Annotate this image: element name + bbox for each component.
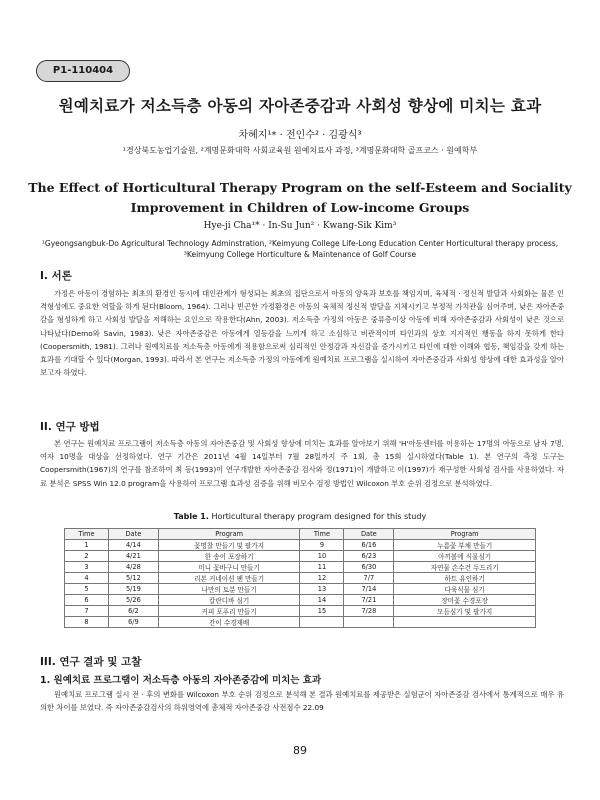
cell-program: 꽃명찰 만들기 및 팔가지 <box>158 539 300 550</box>
cell-program: 나만의 토분 만들기 <box>158 583 300 594</box>
section1-paragraph: 가정은 아동이 경험하는 최초의 환경인 동시에 대인관계가 형성되는 최초의 집단으로서 아동의 양육과 보호를 책임지며, 육체적 · 정신적 발달과 사회화는 물론 인격형성에도 중요한 역할을 하게 된다(Bloom, 1964). 그러나 빈곤한 가정환경은 아동의 육체적 정신적 발달을 지체시키고 부정적 가치관을 심어주며, 낮은 자아존중감을 형성하게 하고 사회성 발달을 저해하는 요인으로 작용한다(Ahn, 2003). 저소득층 가정의 아동은 중류층이상 아동에 비해 자아존중감과 사회성이 낮은 것으로 나타났다(Demo와 Savin, 1983). 낮은 자아존중감은 아동에게 열등감을 느끼게 하고 소심하고 비관적이며 타인과의 상호 지지적인 행동을 하지 못하게 한다(Coopersmith, 1981). 그러나 원예치료를 저소득층 아동에게 적용함으로써 심리적인 안정감과 자신감을 증가시키고 타인에 대한 이해와 협동, 책임감을 갖게 하는 효과를 기대할 수 있다(Morgan, 1993). 따라서 본 연구는 저소득층 가정의 아동에게 원예치료 프로그램을 실시하여 자아존중감과 사회성 향상에 대한 효과성을 알아보고자 하였다. <box>40 289 564 378</box>
cell-time: 5 <box>65 583 109 594</box>
col-header-date-2: Date <box>344 529 394 540</box>
cell-program-2: 자연물 손수건 두드리기 <box>394 561 536 572</box>
program-table <box>64 528 536 628</box>
section3-sub1-paragraph: 원예치료 프로그램 실시 전 · 후의 변화를 Wilcoxon 부호 순위 검정으로 분석해 본 결과 원예치료를 제공받은 실험군이 자아존중감 검사에서 통계적으로 매우 유의한 차이를 보였다. 즉 자아존중감검사의 하위영역에 총체적 자아존중감 사전점수 22.09 <box>40 690 564 713</box>
cell-program-2: 아끼볼에 식물심기 <box>394 550 536 561</box>
cell-program: 칼란디바 심기 <box>158 594 300 605</box>
cell-time: 6 <box>65 594 109 605</box>
cell-time-2: 13 <box>300 583 344 594</box>
col-header-date: Date <box>108 529 158 540</box>
col-header-program-2: Program <box>394 529 536 540</box>
cell-date-2: 7/21 <box>344 594 394 605</box>
cell-date: 4/14 <box>108 539 158 550</box>
section1-heading: I. 서론 <box>40 270 72 282</box>
cell-program: 한 송이 포장하기 <box>158 550 300 561</box>
cell-time-2: 9 <box>300 539 344 550</box>
cell-program-2: 다육식물 심기 <box>394 583 536 594</box>
cell-time: 1 <box>65 539 109 550</box>
cell-time: 4 <box>65 572 109 583</box>
cell-date: 4/21 <box>108 550 158 561</box>
section2-heading: II. 연구 방법 <box>40 421 100 433</box>
cell-date: 5/12 <box>108 572 158 583</box>
table-caption-label: Table 1. <box>173 512 209 521</box>
cell-program: 커피 포푸리 만들기 <box>158 605 300 616</box>
col-header-time: Time <box>65 529 109 540</box>
cell-time-2: 15 <box>300 605 344 616</box>
table-row <box>65 583 536 594</box>
cell-date-2: 7/7 <box>344 572 394 583</box>
cell-date-2: 6/23 <box>344 550 394 561</box>
page-number: 89 <box>293 744 307 757</box>
cell-time-2: 12 <box>300 572 344 583</box>
table-row <box>65 616 536 627</box>
cell-date-2: 7/28 <box>344 605 394 616</box>
cell-date: 4/28 <box>108 561 158 572</box>
table-row <box>65 572 536 583</box>
cell-time-2: 11 <box>300 561 344 572</box>
cell-date-2: 7/14 <box>344 583 394 594</box>
cell-time: 3 <box>65 561 109 572</box>
col-header-program: Program <box>158 529 300 540</box>
english-title: The Effect of Horticultural Therapy Program on the self-Esteem and Sociality Improvement in Children of Low-income Groups <box>28 180 572 215</box>
cell-time-2: 10 <box>300 550 344 561</box>
table-row <box>65 550 536 561</box>
cell-date-2: 6/16 <box>344 539 394 550</box>
korean-authors: 차혜지¹* · 전인수² · 김광식³ <box>238 130 362 141</box>
english-authors: Hye-ji Cha¹* · In-Su Jun² · Kwang-Sik Kim³ <box>203 221 397 231</box>
paper-id-badge: P1-110404 <box>36 60 130 82</box>
cell-program-2 <box>394 616 536 627</box>
table-row <box>65 594 536 605</box>
cell-program-2: 누름꽃 부채 만들기 <box>394 539 536 550</box>
cell-program-2: 하트 유인하기 <box>394 572 536 583</box>
cell-time: 7 <box>65 605 109 616</box>
table-caption <box>20 512 580 521</box>
cell-date-2: 6/30 <box>344 561 394 572</box>
cell-program: 미니 꽃바구니 만들기 <box>158 561 300 572</box>
section3-sub1-heading: 1. 원예치료 프로그램이 저소득층 아동의 자아존중감에 미치는 효과 <box>40 675 322 686</box>
cell-program: 리본 커네이션 팬 만들기 <box>158 572 300 583</box>
korean-affiliations: ¹경상북도농업기술원, ²계명문화대학 사회교육원 원예치료사 과정, ³계명문화대학 골프코스 · 원예학부 <box>122 146 478 155</box>
col-header-time-2: Time <box>300 529 344 540</box>
table-row <box>65 605 536 616</box>
english-affiliations: ¹Gyeongsangbuk-Do Agricultural Technology Adminstration, ²Keimyung College Life-Long Education Center Horticultural therapy process, ³Keimyung College Horticulture & Maintenance of Golf Course <box>41 239 559 259</box>
cell-date: 5/26 <box>108 594 158 605</box>
cell-date: 5/19 <box>108 583 158 594</box>
cell-time: 2 <box>65 550 109 561</box>
cell-time-2: 14 <box>300 594 344 605</box>
korean-title: 원예치료가 저소득층 아동의 자아존중감과 사회성 향상에 미치는 효과 <box>58 97 542 115</box>
cell-program-2: 장미꽃 수경포장 <box>394 594 536 605</box>
section2-paragraph: 본 연구는 원예치료 프로그램이 저소득층 아동의 자아존중감 및 사회성 향상에 미치는 효과를 알아보기 위해 'H'아동센터를 이용하는 17명의 아동으로 남자 7명, 여자 10명을 대상을 선정하였다. 연구 기간은 2011년 4월 14일부터 7월 28일까지 주 1회, 총 15회 실시하였다(Table 1). 본 연구의 측정 도구는 Coopersmith(1967)의 연구를 참조하여 최 등(1993)이 연구개발한 자아존중감 검사와 정(1971)이 개발하고 이(1997)가 재구성한 사회성 검사를 사용하였다. 자료 분석은 SPSS Win 12.0 program을 사용하여 프로그램 효과성 검증을 위해 비모수 검정 방법인 Wilcoxon 부호 순위 검정으로 분석하였다. <box>40 439 564 488</box>
cell-date: 6/9 <box>108 616 158 627</box>
section3-heading: III. 연구 결과 및 고찰 <box>40 656 142 668</box>
table-caption-text: Horticultural therapy program designed for this study <box>211 512 427 521</box>
cell-program-2: 모듬심기 및 팔가지 <box>394 605 536 616</box>
cell-program: 간이 수경재배 <box>158 616 300 627</box>
cell-time-2 <box>300 616 344 627</box>
cell-time: 8 <box>65 616 109 627</box>
cell-date: 6/2 <box>108 605 158 616</box>
table-row <box>65 561 536 572</box>
table-header-row <box>65 529 536 540</box>
cell-date-2 <box>344 616 394 627</box>
table-row <box>65 539 536 550</box>
